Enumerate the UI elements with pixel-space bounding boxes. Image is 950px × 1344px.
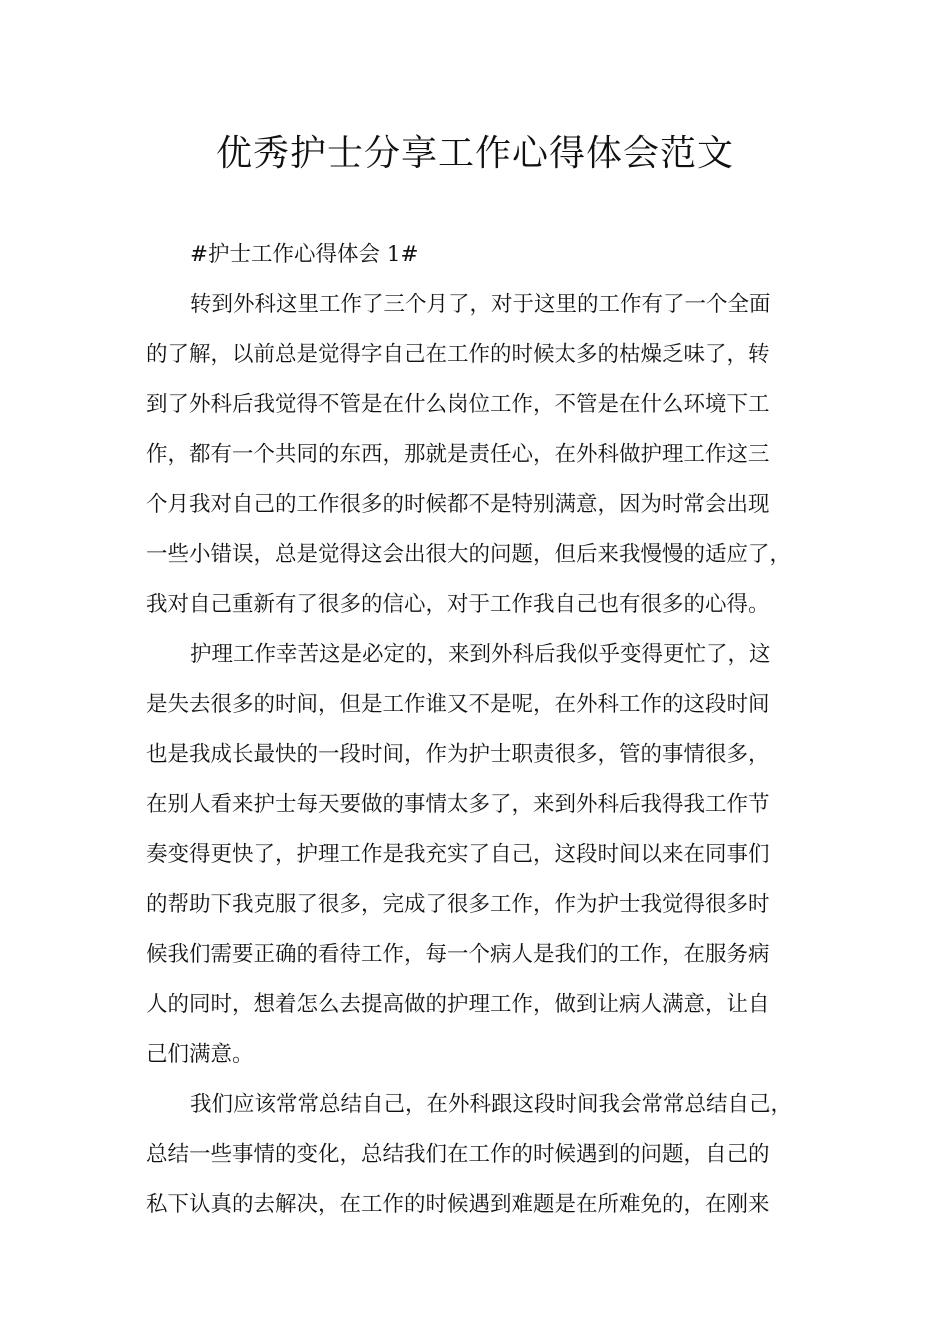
paragraph-line: 我们应该常常总结自己，在外科跟这段时间我会常常总结自己， — [190, 1092, 793, 1117]
paragraph-line: 的了解，以前总是觉得字自己在工作的时候太多的枯燥乏味了，转 — [146, 342, 770, 367]
paragraph-line: 转到外科这里工作了三个月了，对于这里的工作有了一个全面 — [190, 292, 771, 317]
document-title: 优秀护士分享工作心得体会范文 — [215, 133, 734, 174]
section-heading: #护士工作心得体会 1# — [190, 242, 419, 267]
paragraph-line: 护理工作幸苦这是必定的，来到外科后我似乎变得更忙了，这 — [190, 642, 771, 667]
paragraph-line: 私下认真的去解决，在工作的时候遇到难题是在所难免的，在刚来 — [146, 1192, 770, 1217]
document-body — [146, 230, 808, 1230]
paragraph-line: 己们满意。 — [146, 1042, 254, 1067]
paragraph-line: 总结一些事情的变化，总结我们在工作的时候遇到的问题，自己的 — [146, 1142, 770, 1167]
paragraph-line: 也是我成长最快的一段时间，作为护士职责很多，管的事情很多， — [146, 742, 770, 767]
paragraph-line: 在别人看来护士每天要做的事情太多了，来到外科后我得我工作节 — [146, 792, 770, 817]
paragraph-line: 个月我对自己的工作很多的时候都不是特别满意，因为时常会出现 — [146, 492, 770, 517]
paragraph-line: 我对自己重新有了很多的信心，对于工作我自己也有很多的心得。 — [146, 592, 770, 617]
paragraph-line: 一些小错误，总是觉得这会出很大的问题，但后来我慢慢的适应了， — [146, 542, 792, 567]
paragraph-line: 候我们需要正确的看待工作，每一个病人是我们的工作，在服务病 — [146, 942, 770, 967]
paragraph-line: 人的同时，想着怎么去提高做的护理工作，做到让病人满意，让自 — [146, 992, 770, 1017]
paragraph-line: 到了外科后我觉得不管是在什么岗位工作，不管是在什么环境下工 — [146, 392, 770, 417]
paragraph-line: 作，都有一个共同的东西，那就是责任心，在外科做护理工作这三 — [146, 442, 770, 467]
paragraph-line: 是失去很多的时间，但是工作谁又不是呢，在外科工作的这段时间 — [146, 692, 770, 717]
paragraph-line: 的帮助下我克服了很多，完成了很多工作，作为护士我觉得很多时 — [146, 892, 770, 917]
paragraph-line: 奏变得更快了，护理工作是我充实了自己，这段时间以来在同事们 — [146, 842, 770, 867]
